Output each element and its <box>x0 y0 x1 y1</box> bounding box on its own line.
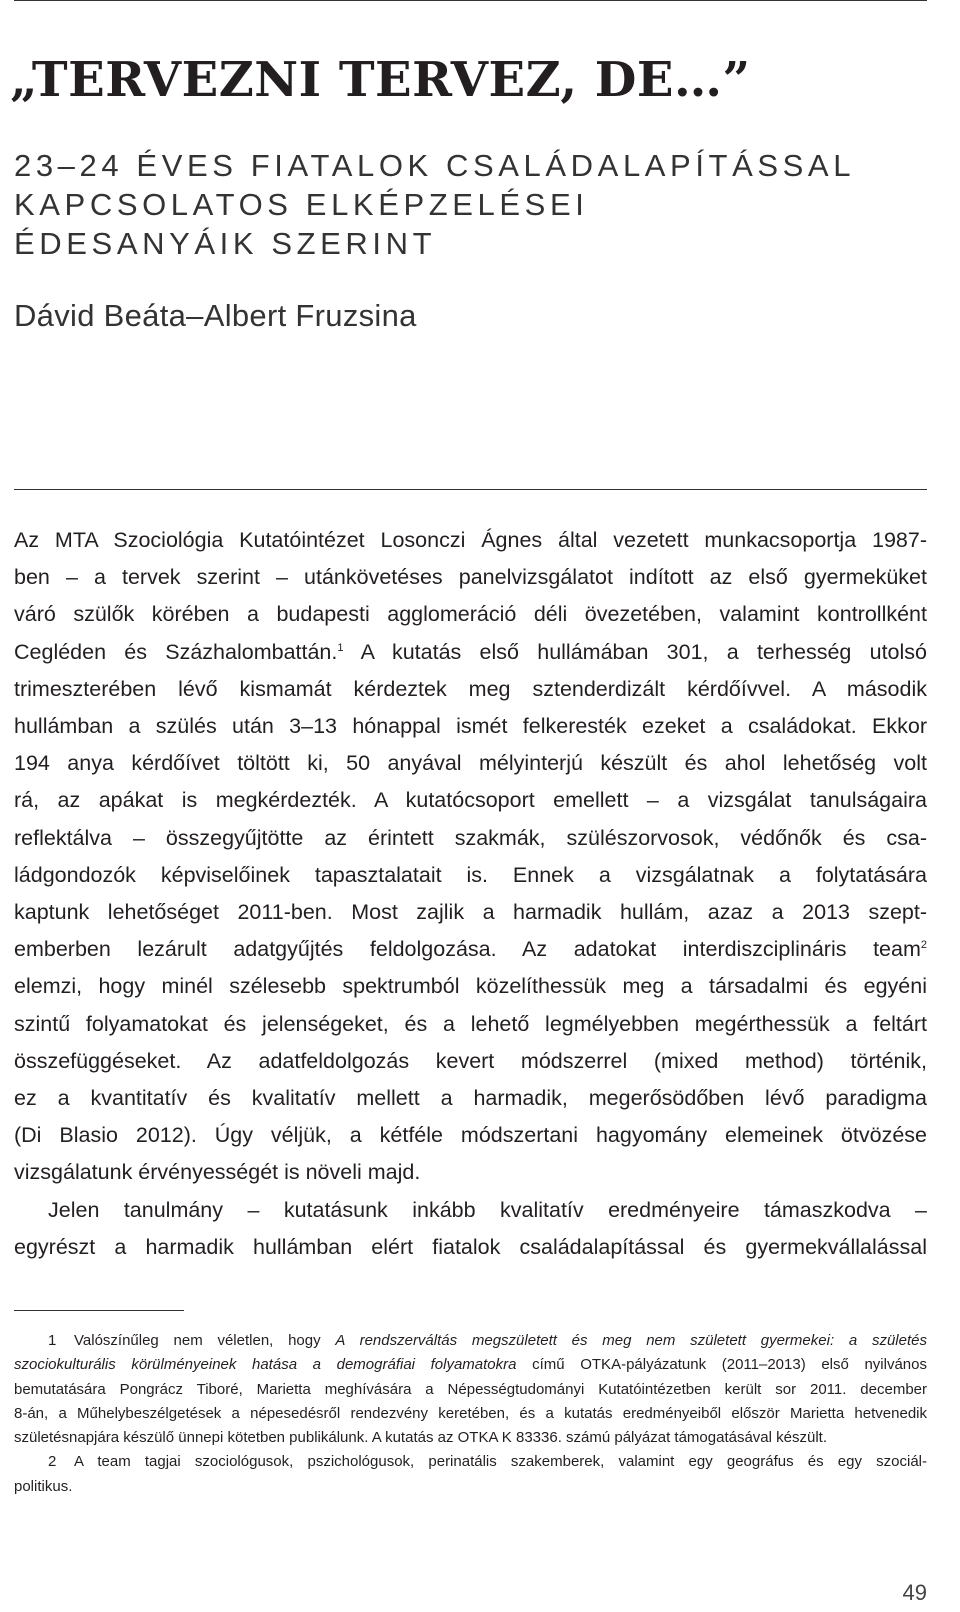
authors: Dávid Beáta–Albert Fruzsina <box>14 298 417 333</box>
subtitle-line: KAPCSOLATOS ELKÉPZELÉSEI <box>14 187 589 222</box>
body-line: váró szülők körében a budapesti agglomeráció déli övezetében, valamint kontrollként <box>14 602 927 627</box>
section-rule <box>14 489 927 490</box>
top-rule <box>14 0 927 1</box>
body-text-run: Cegléden és Százhalombattán. <box>14 639 338 664</box>
body-line: (Di Blasio 2012). Úgy véljük, a kétféle módszertani hagyomány elemeinek ötvözése <box>14 1123 927 1148</box>
body-line: Az MTA Szociológia Kutatóintézet Losonczi Ágnes által vezetett munkacsoportja 1987- <box>14 528 927 552</box>
body-line: Jelen tanulmány – kutatásunk inkább kvalitatív eredményeire támaszkodva – <box>48 1197 927 1222</box>
body-line: szintű folyamatokat és jelenségeket, és a lehető legmélyebben megérthessük a feltárt <box>14 1011 927 1036</box>
body-line: elemzi, hogy minél szélesebb spektrumból közelíthessük meg a társadalmi és egyéni <box>14 974 927 999</box>
body-line: összefüggéseket. Az adatfeldolgozás kevert módszerrel (mixed method) történik, <box>14 1048 927 1073</box>
footnote-2 <box>14 1450 927 1474</box>
footnote-line: születésnapjára készülő ünnepi kötetben publikálunk. A kutatás az OTKA K 83336. számú pályázat támogatásával készült. <box>14 1429 827 1447</box>
footnote-text: Valószínűleg nem véletlen, hogy <box>74 1332 336 1349</box>
body-line: rá, az apákat is megkérdezték. A kutatócsoport emellett – a vizsgálat tanulságaira <box>14 788 927 813</box>
footnote-title: szociokulturális körülményeinek hatása a demográfiai folyamatokra <box>14 1356 517 1374</box>
footnote-line: bemutatására Pongrácz Tiboré, Marietta meghívására a Népességtudományi Kutatóintézetben került sor 2011. december <box>14 1380 927 1398</box>
subtitle-line: ÉDESANYÁIK SZERINT <box>14 226 437 261</box>
footnote-text: A team tagjai szociológusok, pszichológusok, perinatális szakemberek, valamint egy geográfus és egy szociál- <box>74 1453 927 1471</box>
body-text <box>14 522 927 1266</box>
footnote-number: 1 <box>48 1332 57 1349</box>
footnote-ref-1[interactable]: 1 <box>337 641 344 654</box>
chapter-title: „TERVEZNI TERVEZ, DE…” <box>10 52 751 108</box>
chapter-subtitle <box>14 146 855 263</box>
footnote-text: című OTKA-pályázatunk (2011–2013) első nyilvános <box>516 1356 927 1374</box>
body-line: hullámban a szülés után 3–13 hónappal ismét felkeresték ezeket a családokat. Ekkor <box>14 714 927 739</box>
body-line: reflektálva – összegyűjtötte az érintett szakmák, szülészorvosok, védőnők és csa- <box>14 825 927 850</box>
body-text-run: emberben lezárult adatgyűjtés feldolgozása. Az adatokat interdiszciplináris team <box>14 937 921 962</box>
footnote-rule <box>14 1310 184 1311</box>
body-line: 194 anya kérdőívet töltött ki, 50 anyával mélyinterjú készült és ahol lehetőség volt <box>14 751 927 776</box>
body-line: ez a kvantitatív és kvalitatív mellett a harmadik, megerősödőben lévő paradigma <box>14 1086 927 1111</box>
subtitle-line: 23–24 ÉVES FIATALOK CSALÁDALAPÍTÁSSAL <box>14 148 856 183</box>
footnote-ref-2[interactable]: 2 <box>920 939 927 952</box>
body-line: ládgondozók képviselőinek tapasztalatait is. Ennek a vizsgálatnak a folytatására <box>14 862 927 887</box>
footnote-title: A rendszerváltás megszületett és meg nem született gyermekei: a születés <box>335 1332 927 1349</box>
footnotes <box>14 1329 927 1499</box>
body-line: kaptunk lehetőséget 2011-ben. Most zajlik a harmadik hullám, azaz a 2013 szept- <box>14 900 927 925</box>
footnote-1 <box>14 1329 927 1353</box>
body-line <box>14 634 927 671</box>
footnote-line <box>14 1353 927 1377</box>
footnote-line: politikus. <box>14 1477 73 1495</box>
body-line: egyrészt a harmadik hullámban elért fiatalok családalapítással és gyermekvállalással <box>14 1234 927 1259</box>
body-line: ben – a tervek szerint – utánkövetéses panelvizsgálatot indított az első gyermeküket <box>14 565 927 590</box>
body-text-run: A kutatás első hullámában 301, a terhesség utolsó <box>343 639 927 664</box>
footnote-line: 8-án, a Műhelybeszélgetések a népesedésről rendezvény keretében, és a kutatás eredményeiből először Marietta hetvenedik <box>14 1404 927 1422</box>
page-number: 49 <box>902 1580 927 1605</box>
body-line: trimeszterében lévő kismamát kérdeztek meg sztenderdizált kérdőívvel. A második <box>14 676 927 701</box>
body-line: vizsgálatunk érvényességét is növeli majd. <box>14 1160 421 1185</box>
body-line <box>14 931 927 968</box>
footnote-number: 2 <box>48 1453 57 1471</box>
